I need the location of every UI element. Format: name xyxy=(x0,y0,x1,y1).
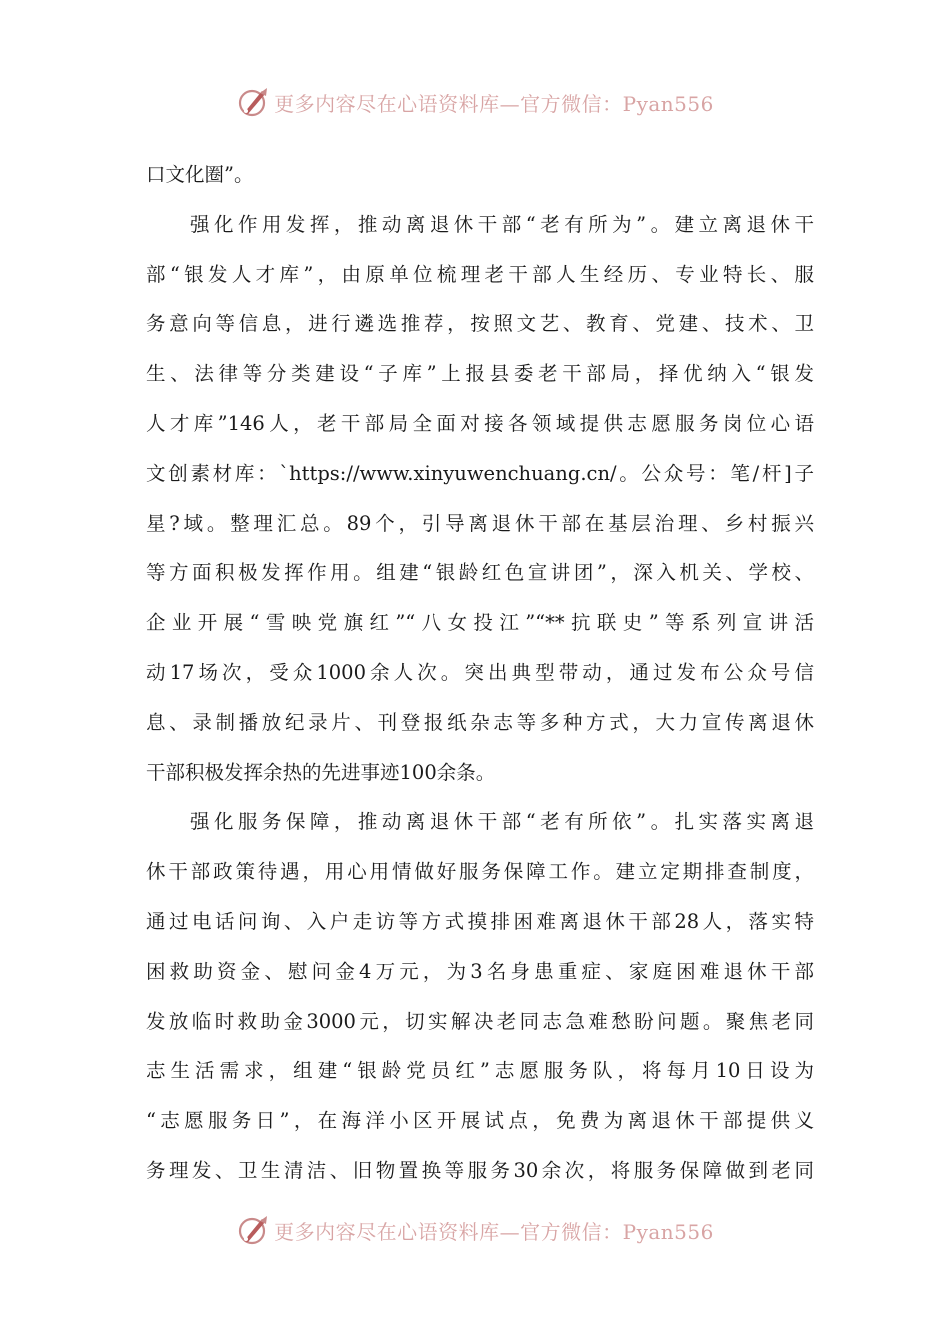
text-line: 务理发、卫生清洁、旧物置换等服务30余次，将服务保障做到老同 xyxy=(146,1158,814,1182)
text-line: 强化服务保障，推动离退休干部“老有所依”。扎实落实离退 xyxy=(190,810,814,834)
text-line: 通过电话问询、入户走访等方式摸排困难离退休干部28人，落实特 xyxy=(146,909,814,933)
text-line: 企业开展“雪映党旗红”“八女投江”“**抗联史”等系列宣讲活 xyxy=(146,611,814,635)
text-line: 动17场次，受众1000余人次。突出典型带动，通过发布公众号信 xyxy=(146,660,814,684)
header-banner xyxy=(0,82,950,122)
text-line: “志愿服务日”，在海洋小区开展试点，免费为离退休干部提供义 xyxy=(146,1109,814,1133)
text-line: 息、录制播放纪录片、刊登报纸杂志等多种方式，大力宣传离退休 xyxy=(146,710,814,734)
quill-pen-logo-icon xyxy=(236,1213,270,1247)
footer-banner xyxy=(0,1210,950,1250)
text-line: 部“银发人才库”，由原单位梳理老干部人生经历、专业特长、服 xyxy=(146,262,814,286)
text-line: 生、法律等分类建设“子库”上报县委老干部局，择优纳入“银发 xyxy=(146,362,814,386)
text-line: 星?域。整理汇总。89个，引导离退休干部在基层治理、乡村振兴 xyxy=(146,511,814,535)
text-line: 文创素材库：`https://www.xinyuwenchuang.cn/。公众号：笔/杆]子 xyxy=(146,461,814,485)
text-line: 等方面积极发挥作用。组建“银龄红色宣讲团”，深入机关、学校、 xyxy=(146,561,814,585)
text-line: 发放临时救助金3000元，切实解决老同志急难愁盼问题。聚焦老同 xyxy=(146,1009,814,1033)
text-line: 困救助资金、慰问金4万元，为3名身患重症、家庭困难退休干部 xyxy=(146,959,814,983)
text-line: 休干部政策待遇，用心用情做好服务保障工作。建立定期排查制度， xyxy=(146,860,814,884)
text-line: 强化作用发挥，推动离退休干部“老有所为”。建立离退休干 xyxy=(190,212,814,236)
quill-pen-logo-icon xyxy=(236,85,270,119)
text-line: 人才库”146人，老干部局全面对接各领域提供志愿服务岗位心语 xyxy=(146,411,814,435)
header-banner-text: 更多内容尽在心语资料库—官方微信：Pyan556 xyxy=(274,91,714,116)
text-line: 口文化圈”。 xyxy=(146,163,254,186)
text-line: 干部积极发挥余热的先进事迹100余条。 xyxy=(146,760,496,784)
footer-banner-text: 更多内容尽在心语资料库—官方微信：Pyan556 xyxy=(274,1219,714,1244)
text-line: 务意向等信息，进行遴选推荐，按照文艺、教育、党建、技术、卫 xyxy=(146,312,814,336)
document-body xyxy=(146,150,814,1196)
text-line: 志生活需求，组建“银龄党员红”志愿服务队，将每月10日设为 xyxy=(146,1059,814,1083)
